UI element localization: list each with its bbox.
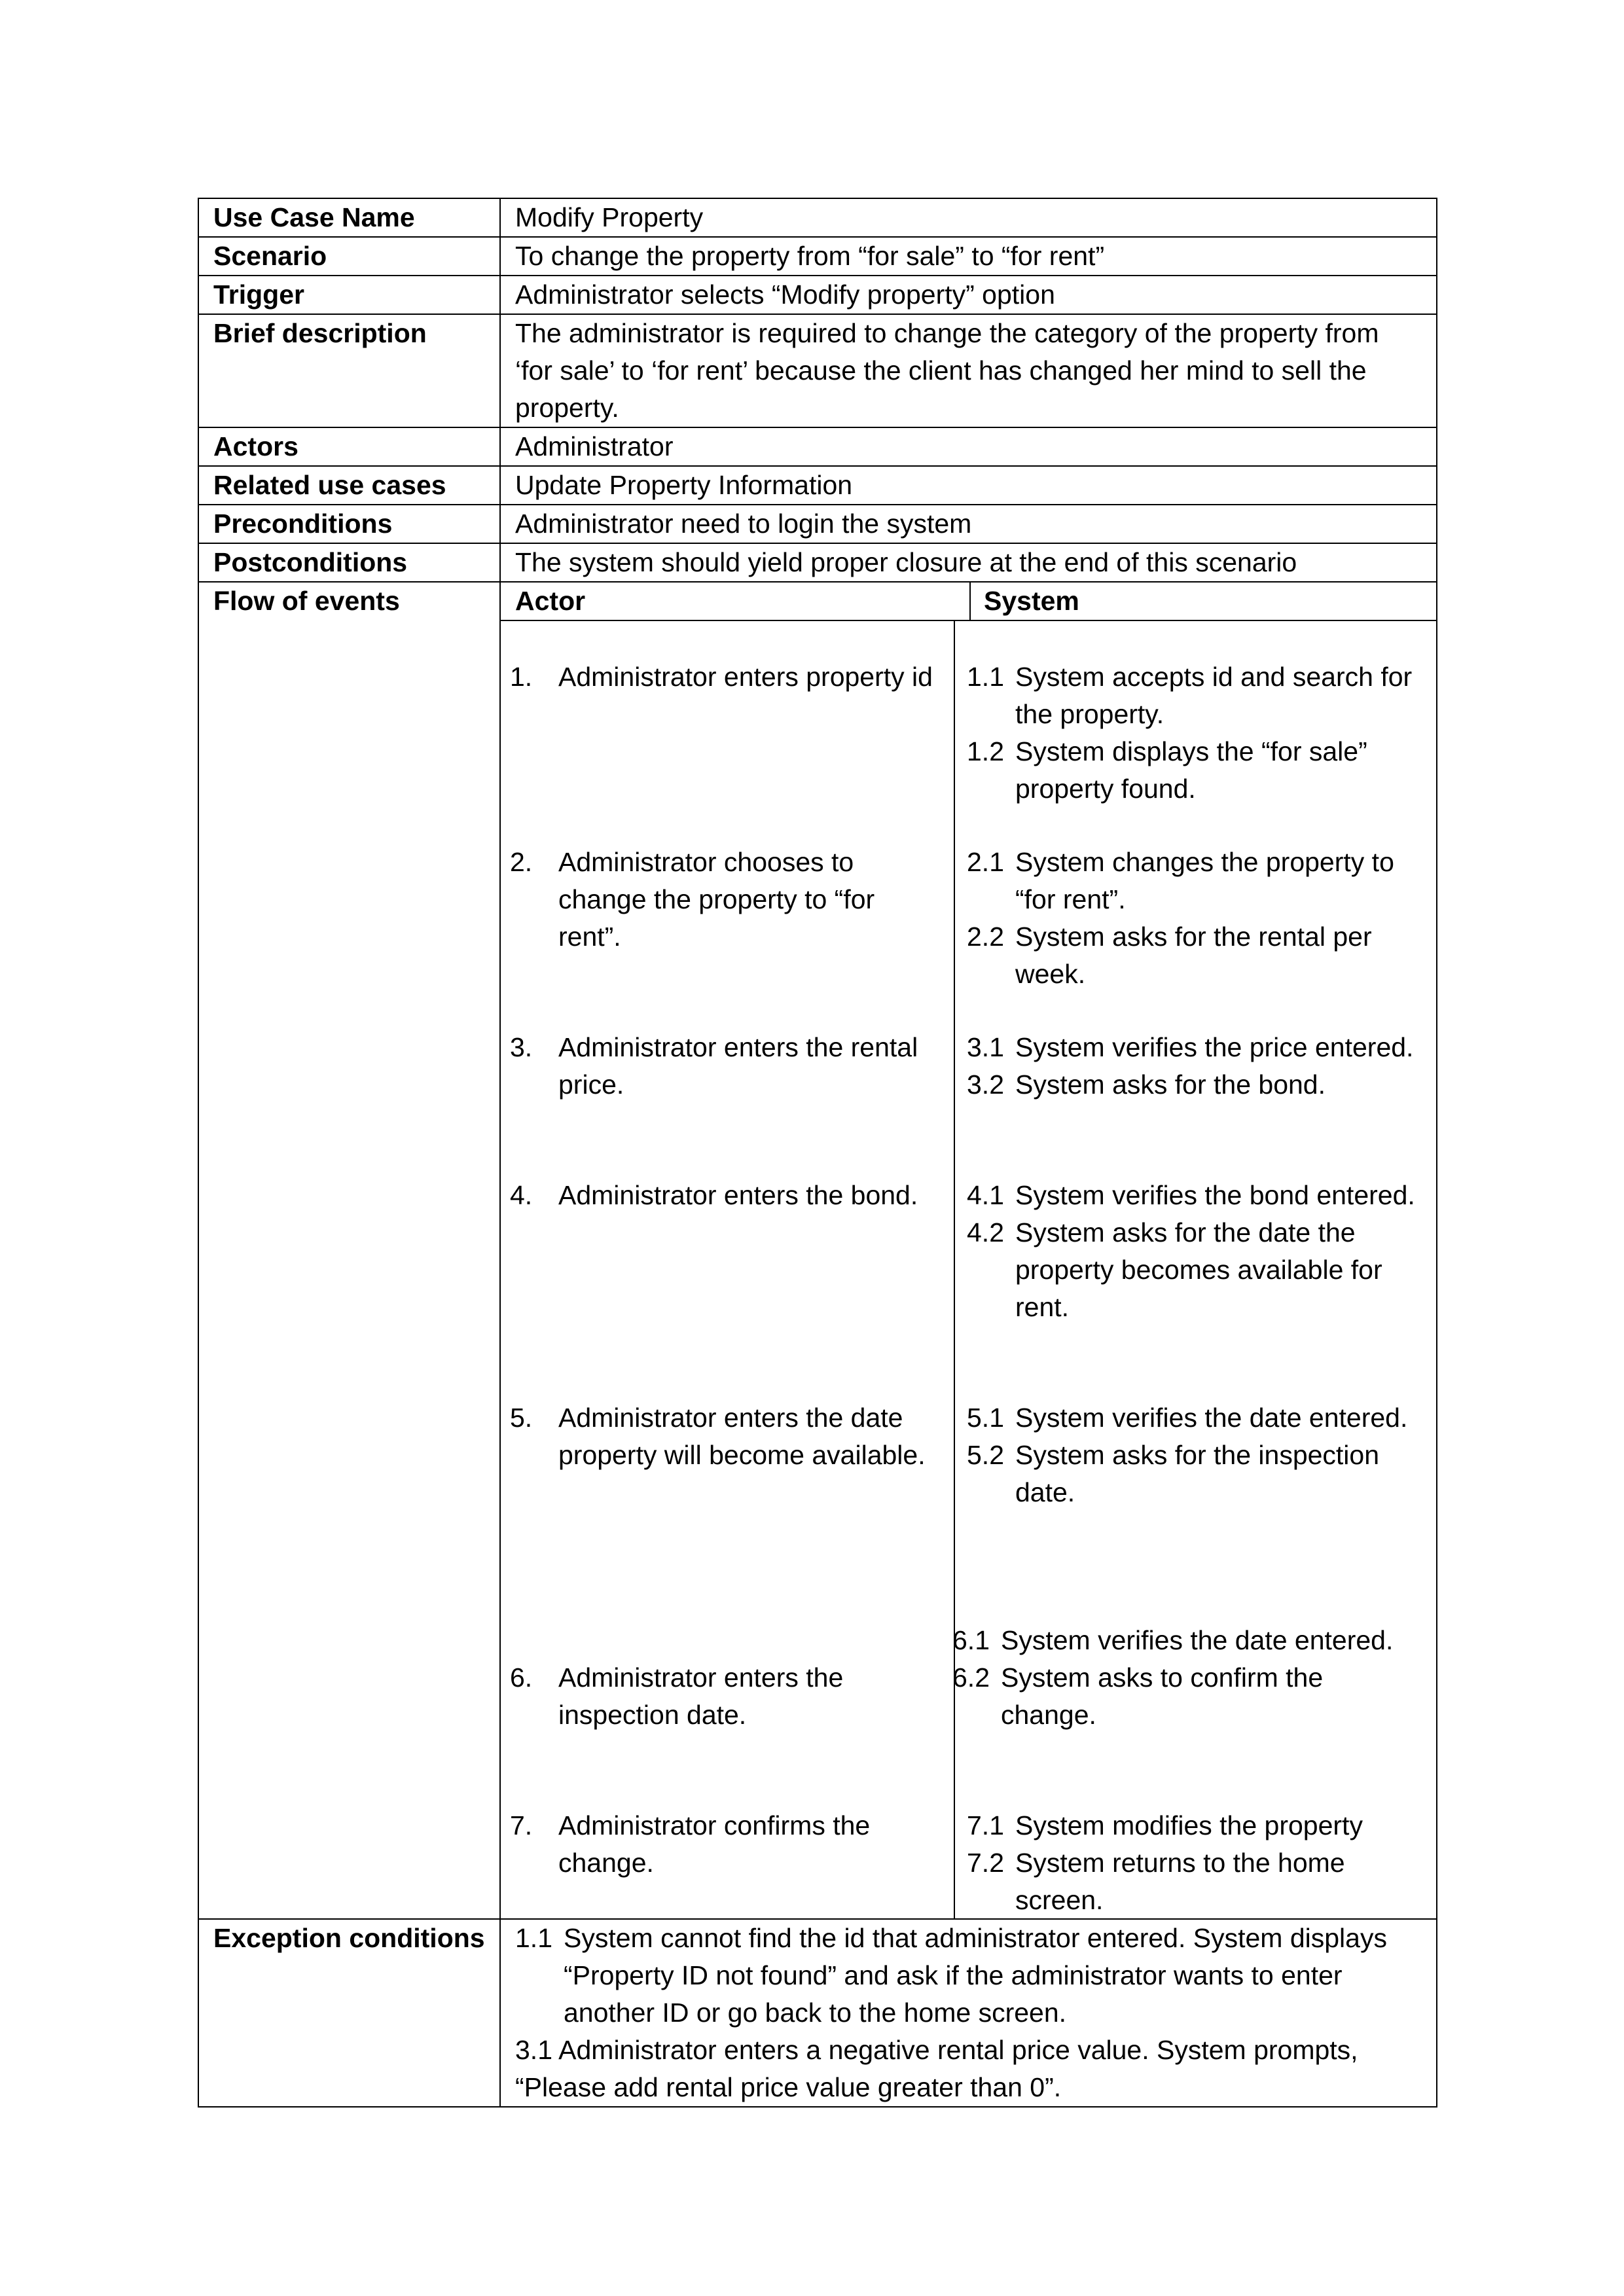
actor-step-item: [510, 1177, 945, 1214]
system-substep-text: System asks for the rental per week.: [1015, 922, 1372, 989]
actor-step: [510, 1622, 945, 1807]
actor-step-text: Administrator enters the date property will become available.: [558, 1403, 926, 1470]
exception-item: [515, 1920, 1422, 2032]
actor-step: [510, 1399, 945, 1622]
system-step: [967, 1029, 1424, 1177]
system-substep: [967, 1066, 1424, 1103]
use-case-name-value: Modify Property: [500, 198, 1437, 237]
system-substep-text: System verifies the date entered.: [1001, 1625, 1394, 1655]
actor-column: [501, 621, 955, 1918]
actor-step-text: Administrator enters property id: [558, 662, 933, 692]
actor-step: [510, 1029, 945, 1177]
system-substep-number: 2.1: [967, 847, 1004, 877]
system-substep-number: 1.1: [967, 662, 1004, 692]
system-substep-text: System modifies the property: [1015, 1810, 1363, 1840]
system-substep-text: System asks for the bond.: [1015, 1069, 1326, 1100]
exception-item: [515, 2032, 1422, 2106]
actor-step-text: Administrator chooses to change the property to “for rent”.: [558, 847, 875, 952]
system-column: [952, 621, 1436, 1918]
system-substep-text: System displays the “for sale” property found.: [1015, 736, 1367, 804]
system-substep-number: 5.1: [967, 1403, 1004, 1433]
system-substep: [967, 1029, 1424, 1066]
exception-number: 1.1: [515, 1923, 552, 1953]
flow-header: [501, 583, 1436, 621]
postconditions-value: The system should yield proper closure at the end of this scenario: [500, 543, 1437, 582]
system-substep-text: System verifies the price entered.: [1015, 1032, 1414, 1062]
actor-step: [510, 1177, 945, 1399]
actor-step-text: Administrator confirms the change.: [558, 1810, 871, 1878]
flow-of-events-cell: [500, 582, 1437, 1919]
row-exception-conditions: [198, 1919, 1437, 2107]
system-substep-number: 4.2: [967, 1217, 1004, 1247]
exception-conditions-value: [500, 1919, 1437, 2107]
system-substep-number: 6.2: [952, 1662, 990, 1693]
system-step: [967, 844, 1424, 1029]
system-substep-text: System verifies the bond entered.: [1015, 1180, 1415, 1210]
system-substep-text: System verifies the date entered.: [1015, 1403, 1408, 1433]
system-header: System: [984, 586, 1079, 616]
preconditions-label: Preconditions: [198, 505, 500, 543]
actor-step-text: Administrator enters the bond.: [558, 1180, 918, 1210]
system-substep-number: 4.1: [967, 1180, 1004, 1210]
row-brief-description: [198, 314, 1437, 427]
actor-step-number: 2.: [510, 847, 533, 877]
system-step: [952, 1622, 1424, 1807]
system-substep: [967, 1437, 1424, 1511]
system-substep: [967, 658, 1424, 733]
system-substep-text: System asks for the inspection date.: [1015, 1440, 1380, 1507]
row-postconditions: [198, 543, 1437, 582]
actor-step-text: Administrator enters the rental price.: [558, 1032, 918, 1100]
system-substep: [967, 1214, 1424, 1326]
preconditions-value: Administrator need to login the system: [500, 505, 1437, 543]
system-substep: [952, 1622, 1424, 1659]
actor-header: Actor: [501, 583, 971, 620]
related-use-cases-value: Update Property Information: [500, 466, 1437, 505]
row-trigger: [198, 276, 1437, 314]
system-substep: [967, 1399, 1424, 1437]
system-step: [967, 621, 1424, 844]
system-substep-number: 3.2: [967, 1069, 1004, 1100]
system-substep: [967, 1177, 1424, 1214]
actor-step-number: 5.: [510, 1403, 533, 1433]
system-substep-text: System asks for the date the property becomes available for rent.: [1015, 1217, 1382, 1322]
row-use-case-name: [198, 198, 1437, 237]
actors-label: Actors: [198, 427, 500, 466]
flow-body: [501, 621, 1436, 1918]
actor-step-number: 7.: [510, 1810, 533, 1840]
system-substep: [967, 1844, 1424, 1919]
trigger-label: Trigger: [198, 276, 500, 314]
system-substep-number: 1.2: [967, 736, 1004, 766]
actor-step-item: [510, 1807, 945, 1882]
system-substep-text: System changes the property to “for rent”.: [1015, 847, 1394, 914]
use-case-name-label: Use Case Name: [198, 198, 500, 237]
actor-step-item: [510, 1659, 945, 1734]
actor-step-item: [510, 844, 945, 956]
system-substep: [967, 918, 1424, 993]
actor-step: [510, 1807, 945, 1918]
postconditions-label: Postconditions: [198, 543, 500, 582]
system-substep: [952, 1659, 1424, 1734]
system-substep: [967, 1807, 1424, 1844]
row-actors: [198, 427, 1437, 466]
trigger-value: Administrator selects “Modify property” option: [500, 276, 1437, 314]
actors-value: Administrator: [500, 427, 1437, 466]
actor-step: [510, 621, 945, 844]
row-related-use-cases: [198, 466, 1437, 505]
system-substep-number: 7.1: [967, 1810, 1004, 1840]
system-substep: [967, 844, 1424, 918]
exception-number: 3.1: [515, 2035, 552, 2065]
actor-step: [510, 844, 945, 1029]
related-use-cases-label: Related use cases: [198, 466, 500, 505]
actor-step-item: [510, 658, 945, 696]
row-scenario: [198, 237, 1437, 276]
row-flow-of-events: [198, 582, 1437, 1919]
scenario-label: Scenario: [198, 237, 500, 276]
system-substep: [967, 733, 1424, 808]
exception-text: Administrator enters a negative rental price value. System prompts, “Please add rental price value greater than 0”.: [515, 2035, 1358, 2102]
actor-step-text: Administrator enters the inspection date.: [558, 1662, 844, 1730]
actor-step-item: [510, 1399, 945, 1474]
system-step: [967, 1177, 1424, 1399]
exception-conditions-label: Exception conditions: [198, 1919, 500, 2107]
exception-text: System cannot find the id that administrator entered. System displays “Property ID not found” and ask if the administrator wants to enter another ID or go back to the home screen.: [564, 1923, 1387, 2028]
system-step: [967, 1807, 1424, 1918]
actor-step-number: 3.: [510, 1032, 533, 1062]
system-substep-number: 5.2: [967, 1440, 1004, 1470]
brief-description-value: The administrator is required to change the category of the property from ‘for sale’ to ‘for rent’ because the client has changed her mind to sell the property.: [500, 314, 1437, 427]
actor-step-number: 1.: [510, 662, 533, 692]
actor-step-number: 6.: [510, 1662, 533, 1693]
brief-description-label: Brief description: [198, 314, 500, 427]
use-case-table: [198, 198, 1437, 2108]
system-substep-number: 3.1: [967, 1032, 1004, 1062]
system-substep-number: 6.1: [952, 1625, 990, 1655]
system-substep-text: System asks to confirm the change.: [1001, 1662, 1324, 1730]
actor-step-item: [510, 1029, 945, 1103]
system-substep-number: 7.2: [967, 1848, 1004, 1878]
system-substep-text: System accepts id and search for the property.: [1015, 662, 1413, 729]
system-substep-number: 2.2: [967, 922, 1004, 952]
system-step: [967, 1399, 1424, 1622]
actor-step-number: 4.: [510, 1180, 533, 1210]
scenario-value: To change the property from “for sale” to “for rent”: [500, 237, 1437, 276]
row-preconditions: [198, 505, 1437, 543]
flow-of-events-label: Flow of events: [198, 582, 500, 1919]
system-substep-text: System returns to the home screen.: [1015, 1848, 1345, 1915]
